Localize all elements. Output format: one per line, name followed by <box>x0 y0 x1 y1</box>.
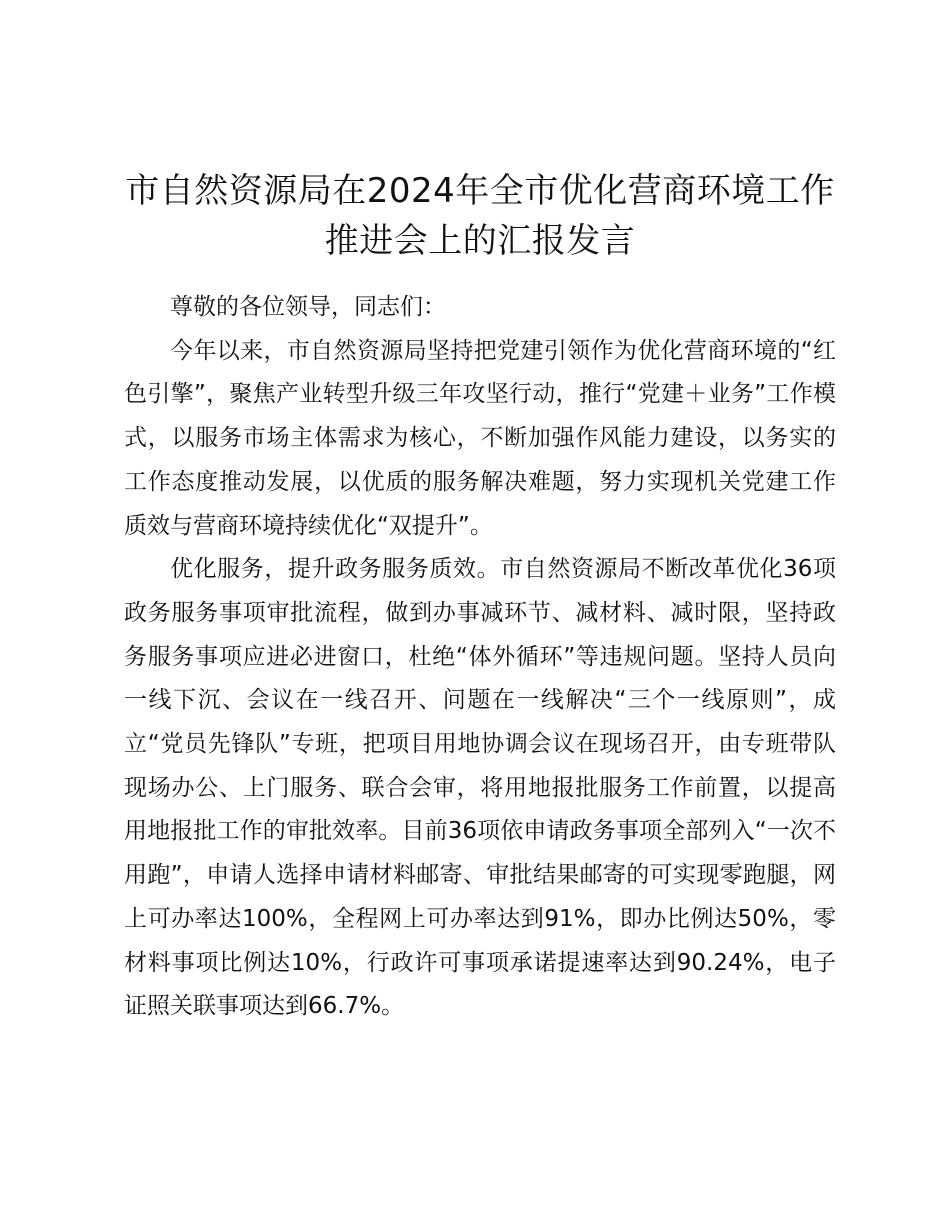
document-title: 市自然资源局在2024年全市优化营商环境工作推进会上的汇报发言 <box>125 171 835 261</box>
document-content <box>124 166 836 1029</box>
paragraph-intro: 今年以来，市自然资源局坚持把党建引领作为优化营商环境的“红色引擎”，聚焦产业转型升级三年攻坚行动，推行“党建＋业务”工作模式，以服务市场主体需求为核心，不断加强作风能力建设，以务实的工作态度推动发展，以优质的服务解决难题，努力实现机关党建工作质效与营商环境持续优化“双提升”。 <box>124 337 836 539</box>
paragraph-service: 优化服务，提升政务服务质效。市自然资源局不断改革优化36项政务服务事项审批流程，做到办事减环节、减材料、减时限，坚持政务服务事项应进必进窗口，杜绝“体外循环”等违规问题。坚持人员向一线下沉、会议在一线召开、问题在一线解决“三个一线原则”，成立“党员先锋队”专班，把项目用地协调会议在现场召开，由专班带队现场办公、上门服务、联合会审，将用地报批服务工作前置，以提高用地报批工作的审批效率。目前36项依申请政务事项全部列入“一次不用跑”，申请人选择申请材料邮寄、审批结果邮寄的可实现零跑腿，网上可办率达100%，全程网上可办率达到91%，即办比例达50%，零材料事项比例达10%，行政许可事项承诺提速率达到90.24%，电子证照关联事项达到66.7%。 <box>124 556 836 1020</box>
greeting: 尊敬的各位领导，同志们： <box>170 294 446 320</box>
document-body <box>124 286 836 1029</box>
